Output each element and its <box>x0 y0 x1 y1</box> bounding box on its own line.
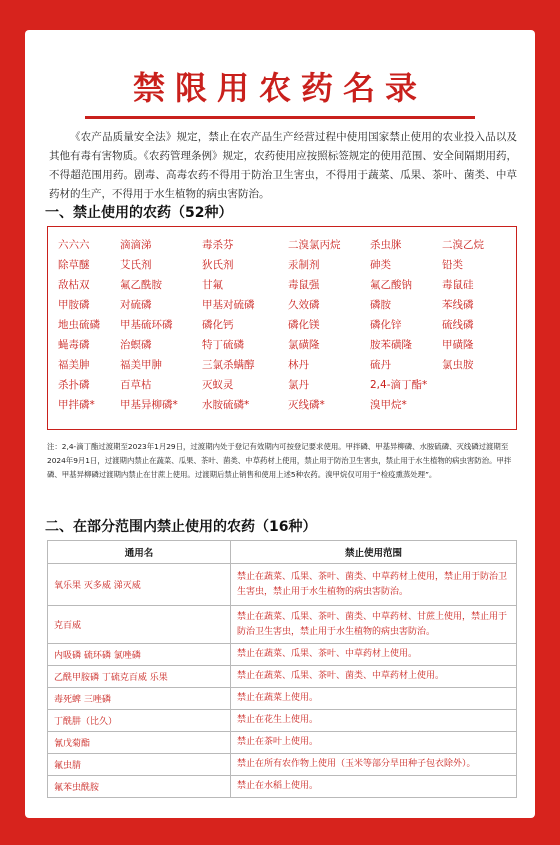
table-header-row <box>48 541 517 564</box>
pesticide-item: 蝇毒磷 <box>58 339 90 351</box>
pesticide-name-cell: 毒死蜱 三唑磷 <box>48 688 231 710</box>
pesticide-item: 氯虫胺 <box>442 359 474 371</box>
pesticide-item: 除草醚 <box>58 259 90 271</box>
pesticide-item: 特丁硫磷 <box>202 339 244 351</box>
pesticide-item: 毒鼠硅 <box>442 279 474 291</box>
pesticide-item: 磷化锌 <box>370 319 402 331</box>
prohibited-scope-cell: 禁止在蔬菜、瓜果、茶叶、菌类、中草药材、甘蔗上使用，禁止用于防治卫生害虫，禁止用于水生植物的病虫害防治。 <box>231 606 517 644</box>
pesticide-name-cell: 氟虫腈 <box>48 754 231 776</box>
section2-heading: 二、在部分范围内禁止使用的农药（16种） <box>45 519 317 535</box>
pesticide-item: 甘氟 <box>202 279 223 291</box>
pesticide-item: 甲磺隆 <box>442 339 474 351</box>
pesticide-item <box>442 395 510 415</box>
poster-card <box>25 30 535 818</box>
title-divider <box>85 116 475 119</box>
table-row <box>48 644 517 666</box>
table-row <box>48 754 517 776</box>
pesticide-item: 对硫磷 <box>120 299 152 311</box>
prohibited-scope-cell: 禁止在蔬菜上使用。 <box>231 688 517 710</box>
banned-pesticides-box <box>47 226 517 430</box>
table-row <box>48 776 517 798</box>
restricted-pesticides-table <box>47 540 517 798</box>
pesticide-item: 胺苯磺隆 <box>370 339 412 351</box>
pesticide-item: 地虫硫磷 <box>58 319 100 331</box>
page-title: 禁限用农药名录 <box>132 69 427 107</box>
pesticide-item: 硫丹 <box>370 359 391 371</box>
prohibited-scope-cell: 禁止在花生上使用。 <box>231 710 517 732</box>
pesticide-name-cell: 丁酰肼（比久） <box>48 710 231 732</box>
pesticide-item: 福美胂 <box>58 359 90 371</box>
pesticide-item: 杀扑磷 <box>58 379 90 391</box>
table-row <box>48 710 517 732</box>
pesticide-item: 氯丹 <box>288 379 309 391</box>
pesticide-item: 水胺硫磷* <box>202 399 250 411</box>
pesticide-item: 三氯杀螨醇 <box>202 359 255 371</box>
table-row <box>48 688 517 710</box>
pesticide-item <box>442 375 510 395</box>
pesticide-item: 氟乙酸钠 <box>370 279 412 291</box>
pesticide-item: 灭蚁灵 <box>202 379 234 391</box>
pesticide-item: 甲基硫环磷 <box>120 319 173 331</box>
pesticide-item: 磷胺 <box>370 299 391 311</box>
pesticide-item: 敌枯双 <box>58 279 90 291</box>
section1-heading: 一、禁止使用的农药（52种） <box>45 205 233 221</box>
pesticide-item: 甲基对硫磷 <box>202 299 255 311</box>
prohibited-scope-cell: 禁止在茶叶上使用。 <box>231 732 517 754</box>
pesticide-name-cell: 内吸磷 硫环磷 氯唑磷 <box>48 644 231 666</box>
intro-paragraph: 《农产品质量安全法》规定，禁止在农产品生产经营过程中使用国家禁止使用的农业投入品以及其他有毒有害物质。《农药管理条例》规定，农药使用应按照标签规定的使用范围、安全间隔期用药，不得超范围用药。剧毒、高毒农药不得用于防治卫生害虫，不得用于蔬菜、瓜果、茶叶、菌类、中草药材的生产，不得用于水生植物的病虫害防治。 <box>49 131 517 200</box>
pesticide-name-cell: 氧乐果 灭多威 涕灭威 <box>48 564 231 606</box>
pesticide-item: 砷类 <box>370 259 391 271</box>
pesticide-name-cell: 氟苯虫酰胺 <box>48 776 231 798</box>
pesticide-item: 治螟磷 <box>120 339 152 351</box>
pesticide-item: 硫线磷 <box>442 319 474 331</box>
pesticide-item: 甲拌磷* <box>58 399 95 411</box>
pesticide-item: 六六六 <box>58 239 90 251</box>
column-header-name: 通用名 <box>48 541 231 564</box>
pesticide-item: 磷化钙 <box>202 319 234 331</box>
table-row <box>48 732 517 754</box>
table-row <box>48 564 517 606</box>
pesticide-item: 滴滴涕 <box>120 239 152 251</box>
pesticide-item: 灭线磷* <box>288 399 325 411</box>
pesticide-item: 汞制剂 <box>288 259 320 271</box>
pesticide-name-cell: 克百威 <box>48 606 231 644</box>
pesticide-name-cell: 乙酰甲胺磷 丁硫克百威 乐果 <box>48 666 231 688</box>
pesticide-item: 甲基异柳磷* <box>120 399 178 411</box>
pesticide-item: 林丹 <box>288 359 309 371</box>
pesticide-item: 杀虫脒 <box>370 239 402 251</box>
prohibited-scope-cell: 禁止在蔬菜、瓜果、茶叶、菌类、中草药材上使用，禁止用于防治卫生害虫，禁止用于水生植物的病虫害防治。 <box>231 564 517 606</box>
pesticide-item: 毒杀芬 <box>202 239 234 251</box>
prohibited-scope-cell: 禁止在水稻上使用。 <box>231 776 517 798</box>
pesticide-item: 苯线磷 <box>442 299 474 311</box>
pesticide-item: 二溴氯丙烷 <box>288 239 341 251</box>
pesticide-item: 二溴乙烷 <box>442 239 484 251</box>
column-header-scope: 禁止使用范围 <box>231 541 517 564</box>
prohibited-scope-cell: 禁止在蔬菜、瓜果、茶叶、菌类、中草药材上使用。 <box>231 666 517 688</box>
pesticide-item: 久效磷 <box>288 299 320 311</box>
prohibited-scope-cell: 禁止在所有农作物上使用（玉米等部分旱田种子包衣除外）。 <box>231 754 517 776</box>
banned-pesticides-grid <box>58 235 510 415</box>
pesticide-item: 百草枯 <box>120 379 152 391</box>
pesticide-item: 铅类 <box>442 259 463 271</box>
pesticide-item: 氯磺隆 <box>288 339 320 351</box>
section1-note: 注：2,4-滴丁酯过渡期至2023年1月29日，过渡期内处于登记有效期内可按登记要求使用。甲拌磷、甲基异柳磷、水胺硫磷、灭线磷过渡期至2024年9月1日，过渡期内禁止在蔬菜、瓜果、茶叶、菌类、中草药材上使用，禁止用于防治卫生害虫，禁止用于水生植物的病虫害防治。甲拌磷、甲基异柳磷过渡期内禁止在甘蔗上使用。过渡期后禁止销售和使用上述5种农药。溴甲烷仅可用于“检疫熏蒸处理”。 <box>47 442 512 479</box>
prohibited-scope-cell: 禁止在蔬菜、瓜果、茶叶、中草药材上使用。 <box>231 644 517 666</box>
pesticide-item: 2,4-滴丁酯* <box>370 379 428 391</box>
title-wrap <box>25 68 535 108</box>
pesticide-item: 溴甲烷* <box>370 399 407 411</box>
pesticide-item: 毒鼠强 <box>288 279 320 291</box>
pesticide-item: 狄氏剂 <box>202 259 234 271</box>
pesticide-item: 福美甲胂 <box>120 359 162 371</box>
table-row <box>48 666 517 688</box>
pesticide-item: 磷化镁 <box>288 319 320 331</box>
pesticide-name-cell: 氰戊菊酯 <box>48 732 231 754</box>
pesticide-item: 甲胺磷 <box>58 299 90 311</box>
table-row <box>48 606 517 644</box>
pesticide-item: 艾氏剂 <box>120 259 152 271</box>
pesticide-item: 氟乙酰胺 <box>120 279 162 291</box>
